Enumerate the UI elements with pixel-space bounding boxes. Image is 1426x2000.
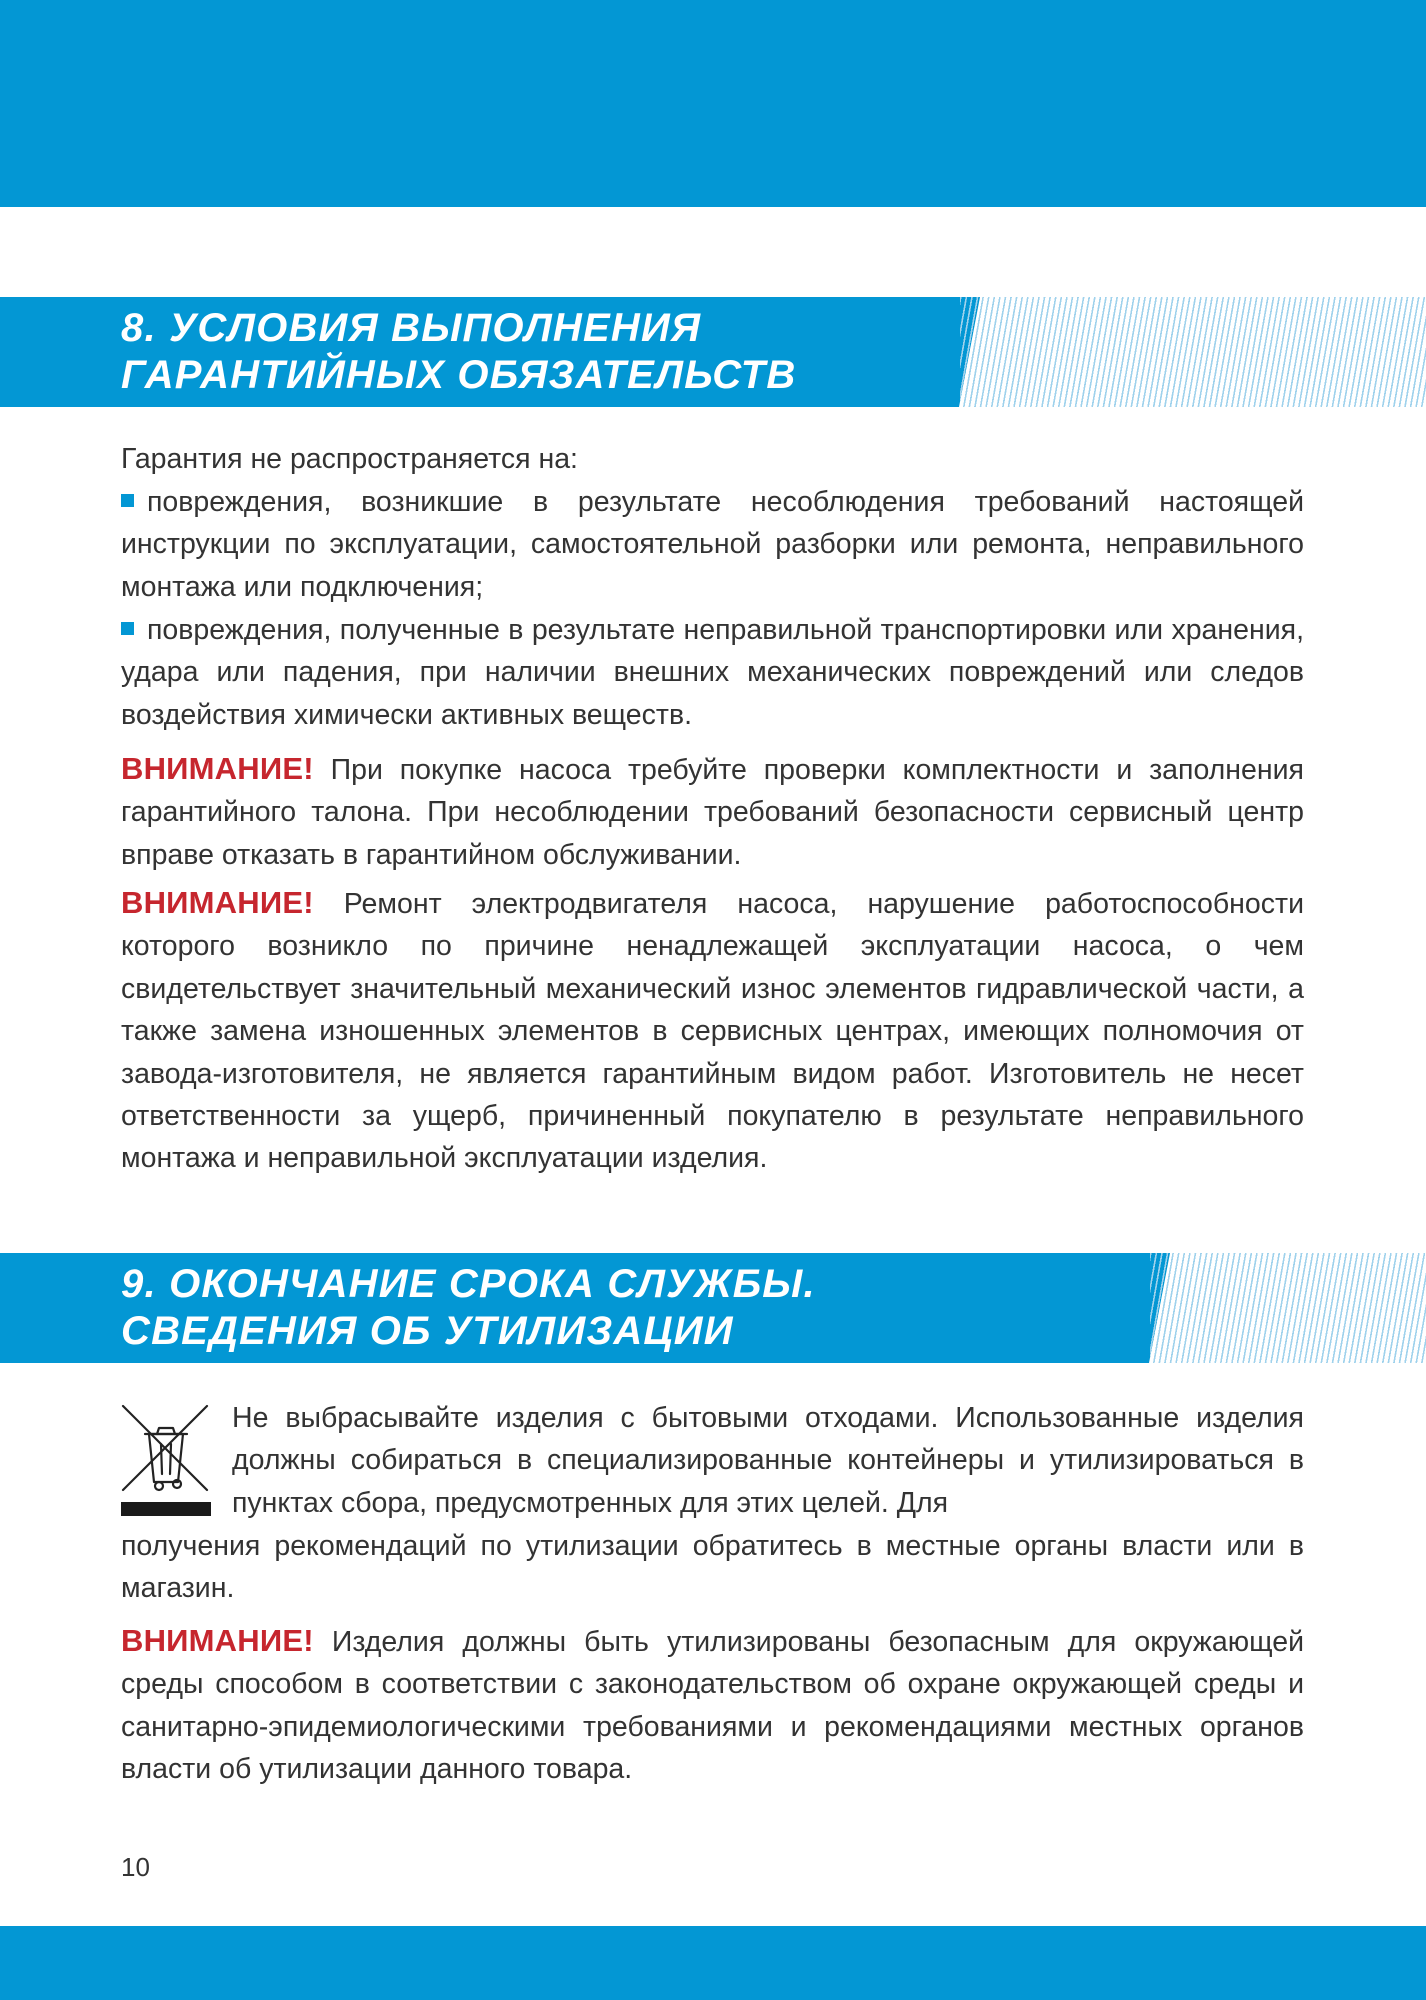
- section-9-title: 9. ОКОНЧАНИЕ СРОКА СЛУЖБЫ. СВЕДЕНИЯ ОБ УТИЛИЗАЦИИ: [121, 1262, 816, 1353]
- warranty-exclusion-text: повреждения, полученные в результате неправильной транспортировки или хранения, удара или падения, при наличии внешних механических повреждений или следов воздействия химически активных веществ.: [121, 614, 1304, 731]
- section-8-header: [0, 297, 1426, 407]
- top-header-band: [0, 0, 1426, 207]
- bottom-footer-band: [0, 1926, 1426, 2000]
- warranty-exclusion-item: [121, 481, 1304, 608]
- warning-paragraph: [121, 1620, 1304, 1791]
- warning-text: Изделия должны быть утилизированы безопасным для окружающей среды способом в соответствии с законодательством об охране окружающей среды и санитарно-эпидемиологическими требованиями и рекомендациями местных органов власти об утилизации данного товара.: [121, 1626, 1305, 1786]
- page-number: 10: [121, 1852, 150, 1882]
- warning-paragraph: [121, 882, 1304, 1180]
- warning-label: ВНИМАНИЕ!: [121, 885, 314, 920]
- warning-label: ВНИМАНИЕ!: [121, 1623, 314, 1658]
- warranty-exclusion-text: повреждения, возникшие в результате несоблюдения требований настоящей инструкции по эксплуатации, самостоятельной разборки или ремонта, неправильного монтажа или подключения;: [121, 486, 1304, 603]
- bullet-square-icon: [121, 494, 134, 507]
- disposal-text-continued: получения рекомендаций по утилизации обратитесь в местные органы власти или в магазин.: [121, 1530, 1304, 1605]
- warning-text: При покупке насоса требуйте проверки комплектности и заполнения гарантийного талона. При несоблюдении требований безопасности сервисный центр вправе отказать в гарантийном обслуживании.: [121, 754, 1304, 871]
- warning-paragraph: [121, 748, 1304, 876]
- section-8-title: 8. УСЛОВИЯ ВЫПОЛНЕНИЯ ГАРАНТИЙНЫХ ОБЯЗАТЕЛЬСТВ: [121, 306, 797, 397]
- warning-label: ВНИМАНИЕ!: [121, 751, 314, 786]
- crossed-out-wheelie-bin-icon: [121, 1404, 211, 1518]
- warranty-exclusion-item: [121, 609, 1304, 736]
- bullet-square-icon: [121, 622, 134, 635]
- section-8-header-stripes: [960, 297, 1426, 407]
- disposal-text: Не выбрасывайте изделия с бытовыми отходами. Использованные изделия должны собираться в специализированные контейнеры и утилизироваться в пунктах сбора, предусмотренных для этих целей. Для: [232, 1402, 1304, 1519]
- section-9-header-stripes: [1150, 1253, 1426, 1363]
- section-9-header: [0, 1253, 1426, 1363]
- warning-text: Ремонт электродвигателя насоса, нарушение работоспособности которого возникло по причине ненадлежащей эксплуатации насоса, о чем свидетельствует значительный механический износ элементов гидравлической части, а также замена изношенных элементов в сервисных центрах, имеющих полномочия от завода-изготовителя, не является гарантийным видом работ. Изготовитель не несет ответственности за ущерб, причиненный покупателю в результате неправильного монтажа и неправильной эксплуатации изделия.: [121, 888, 1304, 1175]
- warranty-intro: Гарантия не распространяется на:: [121, 443, 578, 475]
